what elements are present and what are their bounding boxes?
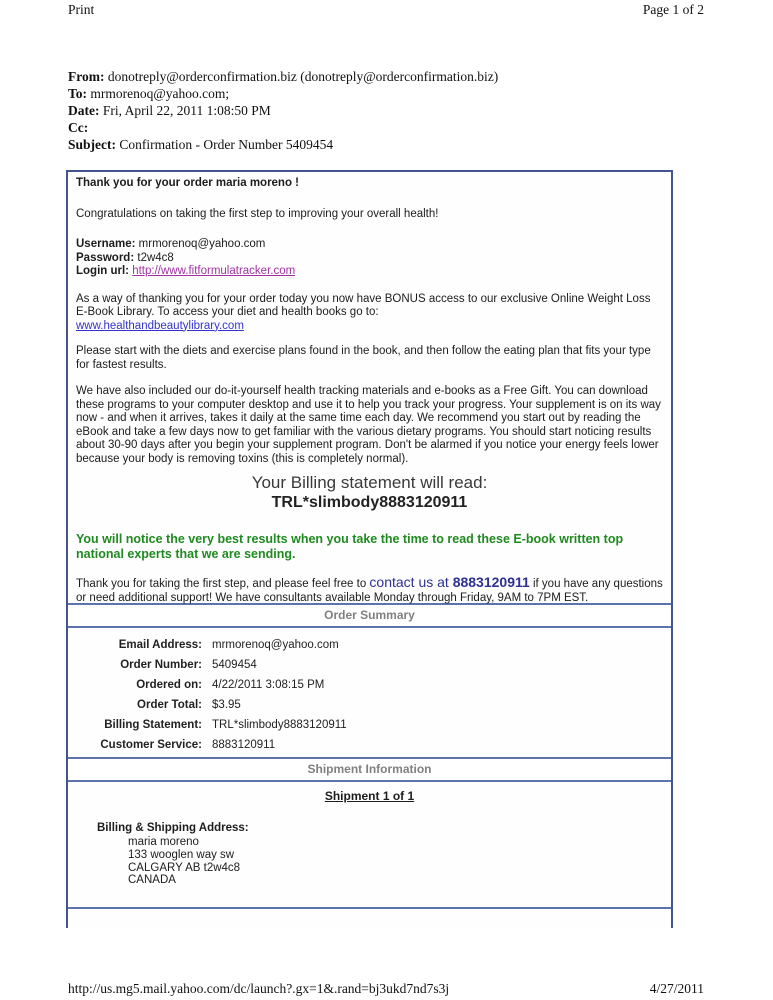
address-block bbox=[128, 836, 671, 887]
subject-label: Subject: bbox=[68, 137, 116, 152]
closing-paragraph bbox=[76, 576, 663, 605]
address-line: CALGARY AB t2w4c8 bbox=[128, 861, 241, 874]
closing-pre: Thank you for taking the first step, and please feel free to bbox=[76, 578, 370, 590]
page-number: Page 1 of 2 bbox=[642, 2, 704, 17]
from-value: donotreply@orderconfirmation.biz (donotreply@orderconfirmation.biz) bbox=[107, 69, 499, 84]
contact-us-link[interactable]: contact us at bbox=[369, 574, 453, 590]
table-row bbox=[68, 635, 671, 655]
bonus-paragraph bbox=[76, 293, 663, 334]
address-line: CANADA bbox=[128, 874, 176, 887]
shipment-information-header: Shipment Information bbox=[68, 757, 671, 782]
start-paragraph: Please start with the diets and exercise plans found in the book, and then follow the eating plan that fits your type for fastest results. bbox=[76, 345, 651, 371]
row-value: TRL*slimbody8883120911 bbox=[212, 719, 347, 731]
footer-date: 4/27/2011 bbox=[649, 981, 704, 996]
billing-read-line2: TRL*slimbody8883120911 bbox=[271, 494, 468, 511]
next-section-cutoff bbox=[68, 907, 671, 930]
table-row bbox=[68, 675, 671, 695]
table-row bbox=[68, 695, 671, 715]
address-line: 133 wooglen way sw bbox=[128, 848, 235, 861]
to-label: To: bbox=[68, 86, 88, 101]
header-cc bbox=[68, 119, 704, 136]
date-value: Fri, April 22, 2011 1:08:50 PM bbox=[102, 103, 271, 118]
order-summary-header: Order Summary bbox=[68, 603, 671, 628]
order-summary-table bbox=[68, 628, 671, 757]
closing-post: if you have any questions or need additional support! We have consultants available Monday through Friday, 9AM to 7PM EST. bbox=[76, 578, 663, 604]
row-value: $3.95 bbox=[212, 699, 241, 711]
contact-phone: 8883120911 bbox=[452, 574, 530, 590]
row-label: Billing Statement: bbox=[104, 719, 202, 731]
email-body-box bbox=[66, 170, 673, 928]
header-to bbox=[68, 85, 704, 102]
shipment-section bbox=[68, 782, 671, 907]
free-gift-paragraph: We have also included our do-it-yourself health tracking materials and e-books as a Free Gift. You can download these programs to your computer desktop and use it to help you track your progress. Your supplement is on its way now - and when it arrives, takes it daily at the same time each day. We recommend you start out by reading the eBook and take a few days now to get familiar with the various dietary programs. You should start noticing results about 30-90 days after you begin your supplement program. Don't be alarmed if you notice your energy feels lower because your body is removing toxins (this is completely normal). bbox=[76, 385, 661, 465]
password-label: Password: bbox=[76, 251, 135, 264]
login-url-label: Login url: bbox=[76, 265, 130, 277]
header-date bbox=[68, 102, 704, 119]
header-subject bbox=[68, 136, 704, 153]
row-value: 8883120911 bbox=[212, 739, 276, 751]
green-note: You will notice the very best results when you take the time to read these E-book written top national experts that we are sending. bbox=[76, 532, 624, 561]
billing-shipping-address-label: Billing & Shipping Address: bbox=[97, 822, 249, 834]
password-line bbox=[76, 252, 663, 266]
username-line bbox=[76, 238, 663, 252]
row-label: Order Total: bbox=[137, 699, 202, 711]
letter-content bbox=[68, 172, 671, 603]
login-line bbox=[76, 265, 663, 279]
login-url-link[interactable]: http://www.fitformulatracker.com bbox=[132, 265, 296, 277]
row-label: Customer Service: bbox=[100, 739, 202, 751]
table-row bbox=[68, 715, 671, 735]
row-value: mrmorenoq@yahoo.com bbox=[212, 639, 339, 651]
header-from bbox=[68, 68, 704, 85]
row-label: Order Number: bbox=[120, 659, 202, 671]
row-label: Email Address: bbox=[118, 639, 202, 651]
print-header-left: Print bbox=[68, 2, 95, 17]
library-url-link[interactable]: www.healthandbeautylibrary.com bbox=[76, 319, 244, 332]
row-value: 4/22/2011 3:08:15 PM bbox=[212, 679, 325, 691]
congrats-line: Congratulations on taking the first step to improving your overall health! bbox=[76, 207, 439, 220]
date-label: Date: bbox=[68, 103, 100, 118]
username-value: mrmorenoq@yahoo.com bbox=[138, 238, 266, 250]
row-value: 5409454 bbox=[212, 659, 257, 671]
billing-statement-callout bbox=[76, 473, 663, 512]
address-line: maria moreno bbox=[128, 836, 199, 848]
print-header bbox=[68, 2, 704, 18]
billing-read-line1: Your Billing statement will read: bbox=[251, 473, 488, 492]
from-label: From: bbox=[68, 69, 105, 84]
subject-value: Confirmation - Order Number 5409454 bbox=[119, 137, 334, 152]
email-meta-headers bbox=[68, 68, 704, 153]
cc-label: Cc: bbox=[68, 120, 89, 135]
password-value: t2w4c8 bbox=[137, 251, 174, 264]
print-footer bbox=[68, 981, 704, 997]
bonus-text: As a way of thanking you for your order today you now have BONUS access to our exclusive Online Weight Loss E-Book Library. To access your diet and health books go to: bbox=[76, 292, 651, 318]
table-row bbox=[68, 735, 671, 755]
table-row bbox=[68, 655, 671, 675]
username-label: Username: bbox=[76, 238, 136, 250]
to-value: mrmorenoq@yahoo.com; bbox=[90, 86, 230, 101]
credentials-block bbox=[76, 238, 663, 279]
footer-url: http://us.mg5.mail.yahoo.com/dc/launch?.gx=1&.rand=bj3ukd7nd7s3j bbox=[68, 981, 450, 996]
shipment-count-label: Shipment 1 of 1 bbox=[324, 789, 415, 803]
greeting-line: Thank you for your order maria moreno ! bbox=[76, 177, 300, 189]
row-label: Ordered on: bbox=[136, 679, 202, 691]
